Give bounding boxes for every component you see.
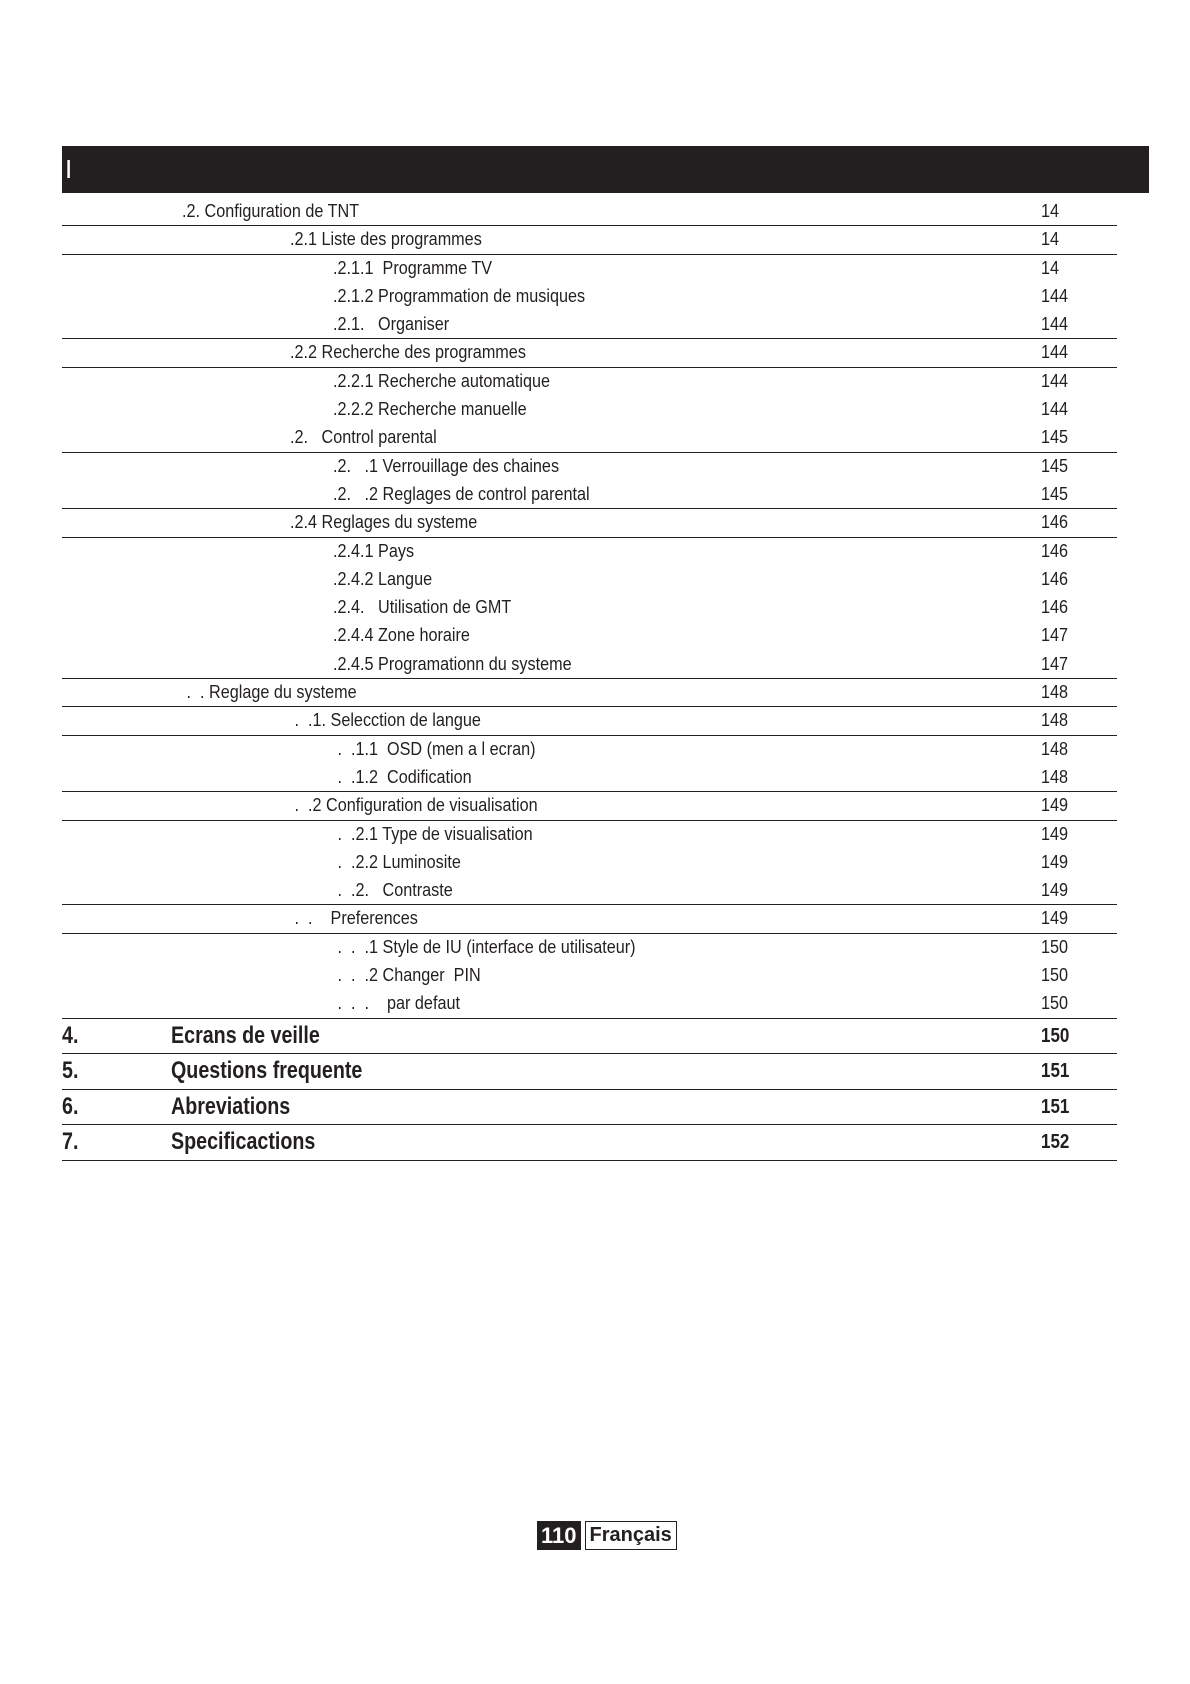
toc-entry-page: 148 [1041, 766, 1069, 787]
chapter-title: Abreviations [171, 1092, 291, 1120]
chapter-number: 4. [62, 1021, 79, 1049]
toc-entry-page: 145 [1041, 455, 1069, 476]
toc-entry[interactable] [62, 934, 1117, 962]
toc-entry-title: .2.2.1 Recherche automatique [333, 370, 551, 391]
toc-entry-page: 145 [1041, 483, 1069, 504]
toc-entry[interactable] [62, 877, 1117, 905]
toc-entry-title: . .2 Configuration de visualisation [290, 795, 538, 816]
chapter-page: 151 [1041, 1060, 1070, 1083]
toc-entry-title: .2.1.2 Programmation de musiques [333, 285, 586, 306]
toc-entry[interactable] [62, 679, 1117, 707]
toc-entry[interactable] [62, 962, 1117, 990]
toc-entry-title: .2.1 Liste des programmes [290, 229, 482, 250]
toc-entry-page: 146 [1041, 597, 1069, 618]
header-mark: I [65, 154, 73, 184]
toc-entry-page: 150 [1041, 965, 1069, 986]
chapter-number: 6. [62, 1092, 79, 1120]
chapter-page: 150 [1041, 1024, 1070, 1047]
toc-entry[interactable] [62, 453, 1117, 481]
toc-entry[interactable] [62, 792, 1117, 820]
page-footer [537, 1521, 677, 1550]
chapter-page: 151 [1041, 1095, 1070, 1118]
toc-entry[interactable] [62, 905, 1117, 933]
toc-entry-page: 149 [1041, 908, 1069, 929]
chapter-number: 7. [62, 1128, 79, 1156]
toc-entry[interactable] [62, 764, 1117, 792]
toc-entry-title: . .1.2 Codification [333, 766, 472, 787]
toc-entry-title: .2.4.5 Programationn du systeme [333, 653, 572, 674]
chapter-title: Questions frequente [171, 1057, 363, 1085]
toc-entry-title: .2.1. Organiser [333, 314, 450, 335]
toc-entry-title: .2.4. Utilisation de GMT [333, 597, 512, 618]
toc-entry[interactable] [62, 651, 1117, 679]
toc-entry[interactable] [62, 368, 1117, 396]
toc-entry[interactable] [62, 283, 1117, 311]
toc-entry[interactable] [62, 990, 1117, 1018]
toc-entry-page: 150 [1041, 993, 1069, 1014]
toc-entry-title: .2.4.4 Zone horaire [333, 625, 470, 646]
toc-entry-title: .2.2.2 Recherche manuelle [333, 399, 527, 420]
toc-entry[interactable] [62, 424, 1117, 452]
toc-entry-title: .2.4.1 Pays [333, 540, 415, 561]
toc-entry[interactable] [62, 849, 1117, 877]
toc-chapter[interactable] [62, 1125, 1117, 1161]
chapter-title: Specificactions [171, 1128, 316, 1156]
toc-entry[interactable] [62, 255, 1117, 283]
toc-entry-page: 149 [1041, 851, 1069, 872]
toc-entry-page: 146 [1041, 512, 1069, 533]
toc-entry-page: 150 [1041, 936, 1069, 957]
toc-entry[interactable] [62, 226, 1117, 254]
toc-entry-title: .2.2 Recherche des programmes [290, 342, 526, 363]
toc-entry[interactable] [62, 736, 1117, 764]
toc-entry-title: .2.4.2 Langue [333, 568, 433, 589]
toc-entry-title: . . .1 Style de IU (interface de utilisateur) [333, 936, 636, 957]
toc-entry-page: 145 [1041, 427, 1069, 448]
chapter-title: Ecrans de veille [171, 1021, 320, 1049]
toc-entry-page: 14 [1041, 257, 1060, 278]
toc-entry-title: . .2. Contraste [333, 880, 453, 901]
page-number: 110 [537, 1521, 581, 1550]
toc-entry-title: . . . par defaut [333, 993, 460, 1014]
toc-entry[interactable] [62, 707, 1117, 735]
toc-entry-page: 146 [1041, 568, 1069, 589]
toc-chapter[interactable] [62, 1054, 1117, 1090]
toc-entry[interactable] [62, 821, 1117, 849]
toc-entry[interactable] [62, 509, 1117, 537]
toc-entry[interactable] [62, 198, 1117, 226]
toc-entry[interactable] [62, 339, 1117, 367]
toc-entry-page: 147 [1041, 653, 1069, 674]
toc-entry-title: . . .2 Changer PIN [333, 965, 481, 986]
toc-entry-page: 146 [1041, 540, 1069, 561]
toc-entry-title: .2. .2 Reglages de control parental [333, 483, 590, 504]
language-label: Français [585, 1521, 677, 1550]
toc-entry-page: 148 [1041, 710, 1069, 731]
toc-entry-title: . .2.2 Luminosite [333, 851, 461, 872]
toc-entry[interactable] [62, 396, 1117, 424]
toc-entry[interactable] [62, 566, 1117, 594]
table-of-contents [62, 198, 1117, 1161]
toc-entry-page: 149 [1041, 823, 1069, 844]
toc-entry[interactable] [62, 311, 1117, 339]
toc-chapter[interactable] [62, 1090, 1117, 1126]
toc-entry-page: 148 [1041, 682, 1069, 703]
toc-entry-page: 144 [1041, 399, 1069, 420]
toc-entry-page: 144 [1041, 370, 1069, 391]
toc-entry-title: . . Reglage du systeme [182, 682, 357, 703]
toc-entry-title: . .2.1 Type de visualisation [333, 823, 533, 844]
toc-entry-title: . .1. Selecction de langue [290, 710, 481, 731]
toc-entry-title: .2.4 Reglages du systeme [290, 512, 478, 533]
toc-entry-page: 148 [1041, 738, 1069, 759]
toc-entry[interactable] [62, 622, 1117, 650]
toc-entry-page: 149 [1041, 795, 1069, 816]
toc-entry[interactable] [62, 481, 1117, 509]
toc-entry-title: .2. .1 Verrouillage des chaines [333, 455, 560, 476]
toc-entry-title: .2.1.1 Programme TV [333, 257, 493, 278]
toc-chapter[interactable] [62, 1019, 1117, 1055]
toc-entry-title: . .1.1 OSD (men a l ecran) [333, 738, 536, 759]
toc-entry-page: 149 [1041, 880, 1069, 901]
toc-entry-title: . . Preferences [290, 908, 418, 929]
toc-entry[interactable] [62, 538, 1117, 566]
toc-entry-page: 144 [1041, 285, 1069, 306]
section-header-bar [62, 146, 1149, 193]
toc-entry-page: 144 [1041, 342, 1069, 363]
toc-entry[interactable] [62, 594, 1117, 622]
chapter-page: 152 [1041, 1131, 1070, 1154]
toc-entry-title: .2. Control parental [290, 427, 437, 448]
toc-entry-page: 144 [1041, 314, 1069, 335]
chapter-number: 5. [62, 1057, 79, 1085]
toc-entry-title: .2. Configuration de TNT [182, 201, 360, 221]
toc-entry-page: 14 [1041, 201, 1060, 221]
toc-entry-page: 14 [1041, 229, 1060, 250]
toc-entry-page: 147 [1041, 625, 1069, 646]
